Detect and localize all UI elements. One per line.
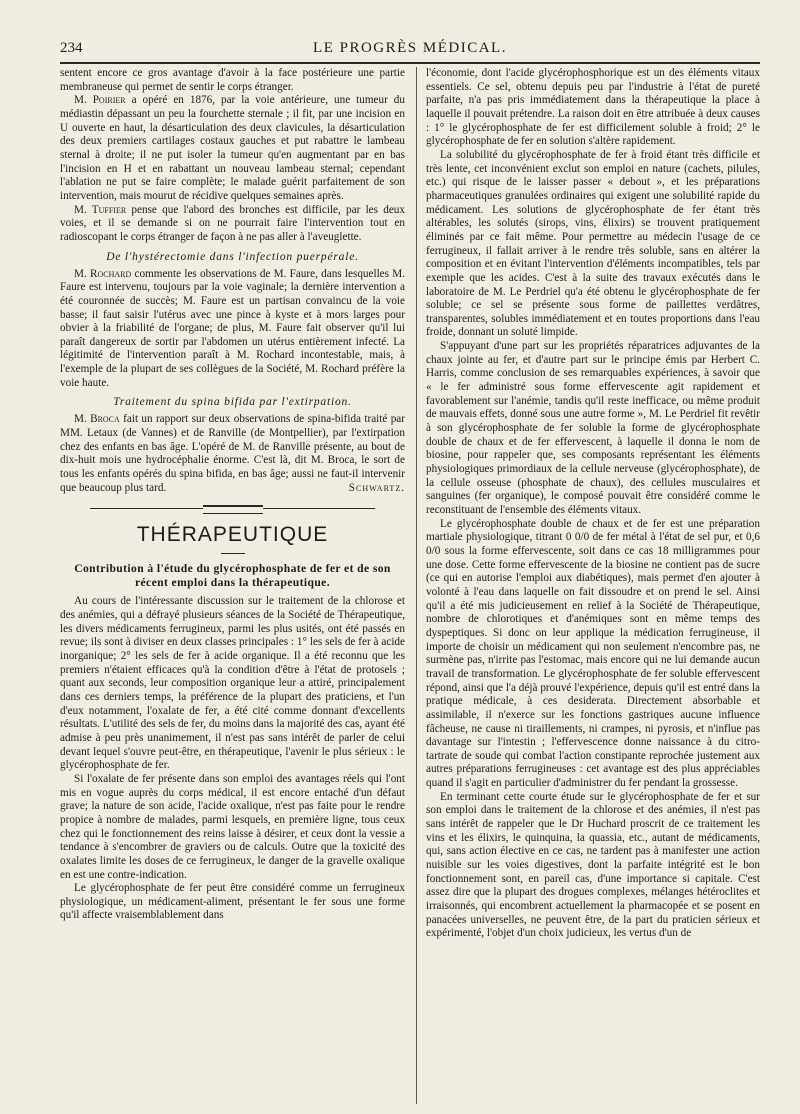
- paragraph: [60, 204, 405, 245]
- journal-title: LE PROGRÈS MÉDICAL.: [313, 40, 507, 56]
- paragraph: [426, 149, 760, 340]
- paragraph-text: pense que l'abord des bronches est difficile, par les deux voies, et il se demande si on ne pourrait faire l'intervention tout en radioscopant le corps étranger de façon à ne pas aller à l'aveuglette.: [60, 203, 405, 243]
- subheading-hysterectomy: De l'hystérectomie dans l'infection puerpérale.: [106, 250, 359, 263]
- speaker-name: M. Poirier: [74, 94, 126, 107]
- paragraph: [60, 94, 405, 203]
- paragraph-text: Le glycérophosphate double de chaux et de fer est une préparation martiale physiologique, titrant 0 0/0 de fer métal à l'état de sel pur, et 0,6 0/0 sous la forme effervescente, soit dans ce cas 18 milligrammes pour une dose. Cette forme effervescente de la biosine ne contient pas de sucre (ce qui en autorise l'emploi aux diabétiques), mais permet d'en ajouter à volonté à l'eau dans laquelle on fait dissoudre et on prend le sel. Ainsi qu'il a été mis judicieusement en relief à la Société de Thérapeutique, nombre de chlorotiques et d'anémiques sont en même temps des dyspeptiques. Si donc on leur applique la médication ferrugineuse, il importe de choisir un médicament qui non seulement n'encombre pas, ne surmène pas, n'irrite pas l'estomac, mais encore qui ne lui demande aucun travail de transformation. Le glycérophosphate de fer soluble effervescent répond, ainsi que l'a déjà prouvé l'expérience, depuis qu'il est entré dans la pratique médicale, à ces desiderata. Directement absorbable et assimilable, il n'exerce sur les fonctions gastriques aucune influence fâcheuse, ne cause ni tiraillements, ni crampes, ni pyrosis, et n'influe pas davantage sur l'intestin ; l'effervescence donne naissance à du citro-tartrate de soude qui combat l'action constipante reprochée justement aux autres préparations ferrugineuses : cet avantage est des plus appréciables quand il s'agit en particulier d'administrer du fer pendant la grossesse.: [426, 517, 760, 790]
- left-paragraphs-mid: [60, 268, 405, 391]
- paragraph: [60, 413, 405, 495]
- article-title: Contribution à l'étude du glycérophosphate de fer et de son récent emploi dans la thérapeutique.: [74, 562, 391, 590]
- left-paragraphs-article: [60, 595, 405, 923]
- section-short-rule: [221, 553, 245, 554]
- speaker-name: M. Rochard: [74, 267, 132, 280]
- paragraph-text: En terminant cette courte étude sur le glycérophosphate de fer et sur son emploi dans le traitement de la chlorose et des anémies, il n'est pas sans intérêt de rappeler que le Dr Huchard proscrit de ce traitement les vins et les élixirs, le quinquina, la quassia, etc., autant de médicaments, qui, sans action élective en ce cas, ne tardent pas à manifester une action nuisible sur les voies digestives, dont la parfaite intégrité est le bon fonctionnement sont, en pareil cas, d'une importance si capitale. C'est assez dire que la plupart des drogues complexes, mélanges hétéroclites et irraisonnés, qui encombrent actuellement la pharmacopée et se posent en panacées universelles, ne peuvent être, de la part du praticien sérieux et expérimenté, l'objet d'un choix judicieux, les vertus d'un de: [426, 790, 760, 940]
- speaker-name: M. Tuffier: [74, 203, 127, 216]
- paragraph: [60, 882, 405, 923]
- paragraph-text: fait un rapport sur deux observations de spina-bifida traité par MM. Letaux (de Vannes) et de Ranville (de Montpellier), par l'extirpation chez des enfants en bas âge. L'opéré de M. de Ranville présente, au bout de dix-huit mois une hydrocéphalie énorme. C'est là, dit M. Broca, le sort de tous les enfants opérés du spina bifida, en bas âge; aussi ne faut-il intervenir que beaucoup plus tard.: [60, 413, 405, 494]
- paragraph: [426, 791, 760, 941]
- left-column: [60, 67, 405, 923]
- speaker-name: M. Broca: [74, 413, 120, 426]
- paragraph: [60, 268, 405, 391]
- left-paragraphs-top: [60, 67, 405, 245]
- column-divider: [416, 67, 417, 1104]
- paragraph-text: Au cours de l'intéressante discussion sur le traitement de la chlorose et des anémies, qui a défrayé plusieurs séances de la Société de Thérapeutique, les divers médicaments ferrugineux, parmi les plus usités, ont été passés en revue; ils sont à diviser en deux classes principales : 1° les sels de fer à acide inorganique; 2° les sels de fer à acide organique. Il a été reconnu que les premiers n'étaient efficaces qu'à la condition d'être à l'état de protosels ; quant aux seconds, leur composition organique leur a attiré, principalement dans ces derniers temps, la préférence de la plupart des praticiens, et l'un d'eux notamment, l'oxalate de fer, a été cité comme donnant d'excellents résultats. L'utilité des sels de fer, du moins dans la majorité des cas, ayant été admise à peu près unanimement, il n'est pas sans intérêt de parler de celui devant lequel s'ouvre peut-être, en thérapeutique, l'avenir le plus sérieux : le glycérophosphate de fer.: [60, 595, 405, 772]
- header-rule: [60, 62, 760, 64]
- paragraph: [60, 67, 405, 94]
- paragraph: [426, 340, 760, 518]
- paragraph-text: sentent encore ce gros avantage d'avoir à la face postérieure une partie membraneuse qui permet de sentir le corps étranger.: [60, 67, 405, 93]
- paragraph-text: a opéré en 1876, par la voie antérieure, une tumeur du médiastin dépassant un peu la fourchette sternale ; il fit, par une incision en U ouverte en haut, la désarticulation des deux clavicules, la désarticulation des deux premiers cartilages costaux gauches et put rabattre le lambeau sternal à droite; il ne put isoler la tumeur qu'en augmentant par en bas l'incision en H et en rabattant un nouveau lambeau sternal; cependant l'ablation ne put se faire complète; le malade guérit parfaitement de son intervention, mais mourut de récidive quelques semaines après.: [60, 94, 405, 202]
- paragraph: [60, 595, 405, 773]
- paragraph-text: La solubilité du glycérophosphate de fer à froid étant très difficile et très lente, cet inconvénient exclut son emploi en nature (cachets, pilules, etc.) qui risque de le laisser passer « debout », et les préparations pharmaceutiques granulées ordinaires qui exigent une solubilité rapide du médicament. Les solutions de glycérophosphate de fer étant très altérables, les solutés (sirops, vins, élixirs) se trouvent pratiquement éliminés par ce fait même. Pour permettre au médecin l'usage de ce ferrugineux, il fallait arriver à le rendre très soluble, sans en altérer la composition et en évitant l'intervention d'éléments incompatibles, tels par exemple que les acides. C'est à la suite des travaux exécutés dans le laboratoire de M. Le Perdriel qu'a été obtenu le glycérophosphate de fer soluble; ce sel se présente sous forme de paillettes verdâtres, transparentes, solubles immédiatement et en toutes proportions dans l'eau froide, donnant un soluté limpide.: [426, 148, 760, 339]
- subheading-spina-bifida: Traitement du spina bifida par l'extirpation.: [113, 396, 352, 409]
- right-paragraphs: [426, 67, 760, 941]
- paragraph: [426, 518, 760, 791]
- section-title: THÉRAPEUTIQUE: [136, 523, 329, 547]
- paragraph-text: Si l'oxalate de fer présente dans son emploi des avantages réels qui l'ont mis en vogue auprès du corps médical, il est encore entaché d'un défaut grave; la nature de son acide, l'acide oxalique, n'est pas faite pour le rendre propice à nombre de malades, parmi lesquels, en première ligne, tous ceux chez qui le fonctionnement des reins laisse à désirer, et ceux dont la vessie a tendance à s'encombrer de graviers ou de calculs. Outre que la toxicité des oxalates limite les doses de ce ferrugineux, le danger de la gravelle oxalique en est une contre-indication.: [60, 772, 405, 881]
- running-head: [60, 38, 760, 62]
- paragraph-text: l'économie, dont l'acide glycérophosphorique est un des éléments vitaux essentiels. Ce sel, obtenu depuis peu par l'industrie à l'état de pureté parfaite, n'a pas pris immédiatement dans la thérapeutique la place à laquelle il pouvait prétendre. La raison doit en être attribuée à deux causes : 1° le glycérophosphate de fer est difficilement soluble à froid; 2° le glycérophosphate de fer en solution s'altère rapidement.: [426, 67, 760, 148]
- ornament-center: [203, 505, 263, 514]
- left-paragraphs-low: [60, 413, 405, 495]
- paragraph: [426, 67, 760, 149]
- paragraph-text: S'appuyant d'une part sur les propriétés réparatrices adjuvantes de la chaux jointe au fer, et d'autre part sur le principe émis par Herbert C. Harris, comme conclusion de ses remarquables expériences, à savoir que « le fer administré sous forme effervescente agit rapidement et favorablement sur l'anémie, tandis qu'il reste inefficace, ou même produit de mauvais effets, donné sous une autre forme », M. Le Perdriel fit revêtir à son glycérophosphate de fer soluble la forme de glycérophosphate double de chaux et de fer effervescent, à laquelle il donna le nom de biosine, pour rappeler que, ses composants représentant les éléments physiologiques primordiaux de la cellule nerveuse (glycérophosphate), de la cellule osseuse (phosphate de chaux), des cellules musculaires et sanguines (fer organique), le composé pouvait être considéré comme le reconstituant de l'ensemble des éléments vitaux.: [426, 340, 760, 516]
- paragraph-text: Le glycérophosphate de fer peut être considéré comme un ferrugineux physiologique, un médicament-aliment, présentant le fer sous une forme qu'il affecte vraisemblablement dans: [60, 882, 405, 922]
- paragraph: [60, 773, 405, 882]
- text-columns: [60, 67, 760, 1114]
- author-signature: Schwartz.: [348, 481, 405, 494]
- ornamental-rule: [60, 501, 405, 517]
- paragraph-text: commente les observations de M. Faure, dans lesquelles M. Faure est intervenu, toujours par la voie vaginale; la dernière intervention a été couronnée de succès; M. Faure est un partisan convaincu de la voie basse; il faut saisir l'utérus avec une pince à kyste et à mors larges pour obvier à la friabilité de l'organe; de plus, M. Faure fait observer qu'il lui paraît dangereux de sortir par l'abdomen un utérus entièrement infecté. La légitimité de l'intervention paraît à M. Rochard incontestable, mais, à l'exemple de la plupart de ses collègues de la Société, M. Rochard préfère la voie haute.: [60, 267, 405, 389]
- right-column: [426, 67, 760, 941]
- page-number: 234: [60, 40, 83, 56]
